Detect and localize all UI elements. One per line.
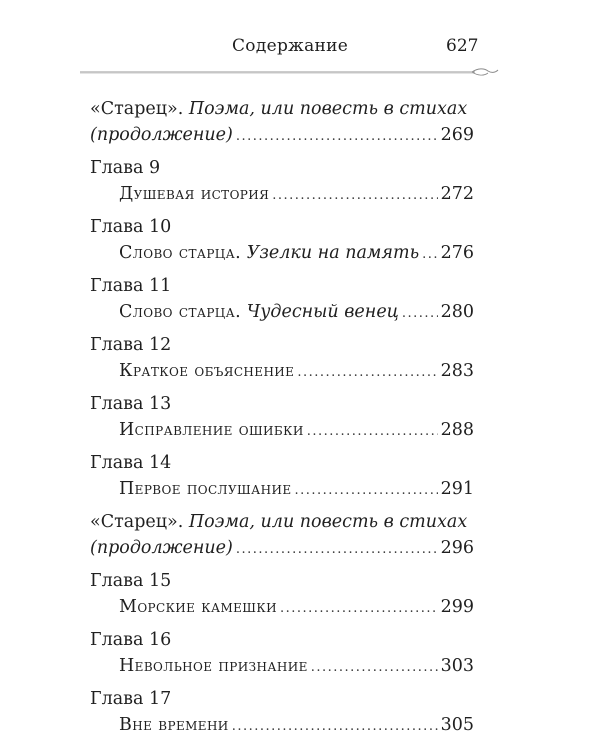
toc-entry-chapter-14[interactable] xyxy=(90,450,474,504)
chapter-title: Исправление ошибки xyxy=(119,420,304,440)
chapter-label: Глава 16 xyxy=(90,630,172,650)
entry-page: 283 xyxy=(440,361,474,381)
entry-title-italic: Поэма, или повесть в стихах xyxy=(188,99,468,119)
entry-page: 305 xyxy=(440,715,474,735)
chapter-label: Глава 13 xyxy=(90,394,172,414)
chapter-title: Вне времени xyxy=(119,715,229,735)
toc-entry-chapter-11[interactable] xyxy=(90,273,474,327)
chapter-title: Морские камешки xyxy=(119,597,277,617)
header-ornament-rule xyxy=(80,66,500,78)
chapter-title: Невольное признание xyxy=(119,656,308,676)
toc-entry-chapter-10[interactable] xyxy=(90,214,474,268)
chapter-title: Душевая история xyxy=(119,184,270,204)
entry-page: 269 xyxy=(440,125,474,145)
running-title: Содержание xyxy=(232,36,349,56)
dot-leader xyxy=(280,596,438,622)
toc-entry-chapter-15[interactable] xyxy=(90,568,474,622)
entry-page: 272 xyxy=(440,184,474,204)
toc-entry-chapter-9[interactable] xyxy=(90,155,474,209)
chapter-title-italic: Чудесный венец xyxy=(246,302,399,322)
dot-leader xyxy=(307,419,438,445)
entry-title-continuation: (продолжение) xyxy=(90,125,233,145)
running-header xyxy=(0,36,600,64)
entry-page: 291 xyxy=(440,479,474,499)
entry-title-continuation: (продолжение) xyxy=(90,538,233,558)
dot-leader xyxy=(272,183,437,209)
entry-page: 299 xyxy=(440,597,474,617)
entry-page: 303 xyxy=(440,656,474,676)
toc-entry-chapter-12[interactable] xyxy=(90,332,474,386)
entry-page: 288 xyxy=(440,420,474,440)
entry-page: 296 xyxy=(440,538,474,558)
chapter-label: Глава 14 xyxy=(90,453,172,473)
dot-leader xyxy=(311,655,438,681)
chapter-title: Первое послушание xyxy=(119,479,292,499)
entry-title-regular: «Старец». xyxy=(90,512,184,532)
toc-entry-chapter-17[interactable] xyxy=(90,686,474,740)
dot-leader xyxy=(236,537,438,563)
entry-page: 276 xyxy=(440,243,474,263)
chapter-title-regular: Слово старца. xyxy=(119,243,242,263)
chapter-label: Глава 9 xyxy=(90,158,161,178)
table-of-contents xyxy=(90,96,474,745)
chapter-label: Глава 15 xyxy=(90,571,172,591)
dot-leader xyxy=(422,242,437,268)
dot-leader xyxy=(295,478,438,504)
chapter-label: Глава 12 xyxy=(90,335,172,355)
entry-title-italic: Поэма, или повесть в стихах xyxy=(188,512,468,532)
page-number: 627 xyxy=(446,36,479,56)
dot-leader xyxy=(297,360,437,386)
dot-leader xyxy=(232,714,438,740)
chapter-label: Глава 10 xyxy=(90,217,172,237)
toc-entry-starets-1[interactable] xyxy=(90,96,474,150)
chapter-label: Глава 11 xyxy=(90,276,172,296)
entry-page: 280 xyxy=(440,302,474,322)
chapter-label: Глава 17 xyxy=(90,689,172,709)
entry-title-regular: «Старец». xyxy=(90,99,184,119)
toc-entry-chapter-16[interactable] xyxy=(90,627,474,681)
chapter-title-italic: Узелки на память xyxy=(246,243,420,263)
toc-entry-chapter-13[interactable] xyxy=(90,391,474,445)
dot-leader xyxy=(236,124,438,150)
dot-leader xyxy=(402,301,438,327)
chapter-title: Краткое объяснение xyxy=(119,361,295,381)
toc-entry-starets-2[interactable] xyxy=(90,509,474,563)
chapter-title-regular: Слово старца. xyxy=(119,302,242,322)
